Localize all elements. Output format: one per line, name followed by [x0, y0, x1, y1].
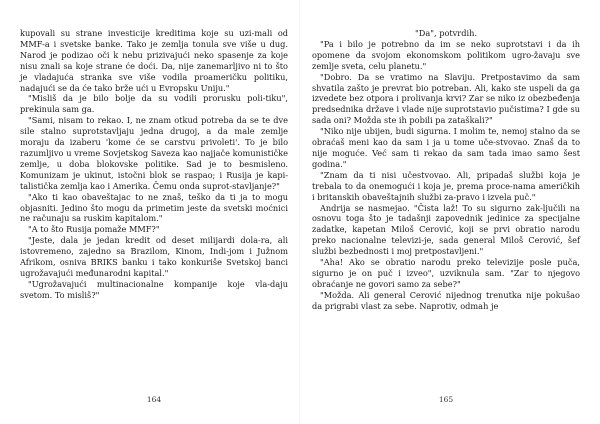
paragraph: kupovali su strane investicije kreditima koje su uzi-mali od MMF-a i svetske banke. Tako je zemlja tonula sve više u dug. Narod je podizao oči k nebu prizivajući neko spasenje za koje nisu znali sa koje strane će doći. Da, nije zanemarljivo ni to što je vladajuća stranka sve više vodila proameričku politiku, nadajući se da će tako brže ući u Evropsku Uniju." — [20, 28, 288, 93]
paragraph: "Znam da ti nisi učestvovao. Ali, pripadaš službi koja je trebala to da onemogući i koja je, prema proce-nama američkih i britanskih obaveštajnih službi za-pravo i izvela puč." — [312, 169, 580, 202]
paragraph: "A to što Rusija pomaže MMF?" — [28, 224, 160, 235]
paragraph: "Da", potvrdih. — [415, 28, 477, 38]
paragraph: "Ako ti kao obaveštajac to ne znaš, teško da ti ja to mogu objasniti. Jedino što mogu da primetim jeste da svetski moćnici ne računaju sa ruskim kapitalom." — [20, 191, 288, 224]
paragraph: "Aha! Ako se obratio narodu preko televizije posle puča, sigurno je on puč i izveo", uzviknula sam. "Zar to njegovo obraćanje ne govori samo za sebe?" — [312, 257, 580, 289]
left-page-number: 164 — [146, 395, 162, 404]
paragraph: "Sami, nisam to rekao. I, ne znam otkud potreba da se te dve sile stalno suprotstavljaju jedna drugoj, a da male zemlje moraju da izaberu 'kome će se carstvu privoleti'. To je bilo razumljivo u vreme Sovjetskog Saveza kao najjače komunističke zemlje, u doba blokovske politike. Sad je to besmisleno. Komunizam je ukinut, istočni blok se raspao; i Rusija je kapi-talistička zemlja kao i Amerika. Čemu onda suprot-stavljanje?" — [20, 115, 288, 191]
right-page-number: 165 — [438, 395, 454, 404]
paragraph: "Dobro. Da se vratimo na Slaviju. Pretpostavimo da sam shvatila zašto je prevrat bio potreban. Ali, kako ste uspeli da ga izvedete bez otpora i prolivanja krvi? Zar se niko iz obezbeđenja predsednika države i vlade nije suprotstavio pučistima? I gde su sada oni? Možda ste ih pobili pa zataškali?" — [312, 71, 580, 126]
paragraph: Andrija se nasmejao. "Čista laž! To su sigurno zak-ljučili na osnovu toga što je tadašnji zapovednik jedinice za specijalne zadatke, kapetan Miloš Cerović, koji se prvi obratio narodu preko nacionalne televizi-je, sada general Miloš Cerović, šef službi bezbednosti i moj pretpostavljeni." — [312, 202, 580, 257]
left-page — [20, 28, 288, 400]
paragraph: "Niko nije ubijen, budi sigurna. I molim te, nemoj stalno da se obraćaš meni kao da sam i ja u tome uče-stvovao. Znaš da to nije moguće. Već sam ti rekao da sam tada imao samo šest godina." — [312, 126, 580, 169]
paragraph: "Ugrožavajući multinacionalne kompanije koje vla-daju svetom. To misliš?" — [20, 278, 288, 300]
paragraph: "Jeste, dala je jedan kredit od deset milijardi dola-ra, ali istovremeno, zajedno sa Brazilom, Kinom, Indi-jom i Južnom Afrikom, osniva BRIKS banku i tako konkuriše Svetskoj banci ugrožavajući međunarodni kapital." — [20, 235, 288, 278]
paragraph: "Pa i bilo je potrebno da im se neko suprotstavi i da ih opomene da svojom ekonomskom politikom ugro-žavaju sve zemlje sveta, celu planetu." — [312, 38, 580, 71]
page-gutter — [299, 0, 300, 424]
paragraph: "Možda. Ali general Cerović nijednog trenutka nije pokušao da prigrabi vlast za sebe. Naprotiv, odmah je — [312, 289, 580, 311]
right-page — [312, 28, 580, 400]
paragraph: "Misliš da je bilo bolje da su vodili prorusku poli-tiku", prekinula sam ga. — [20, 93, 288, 115]
